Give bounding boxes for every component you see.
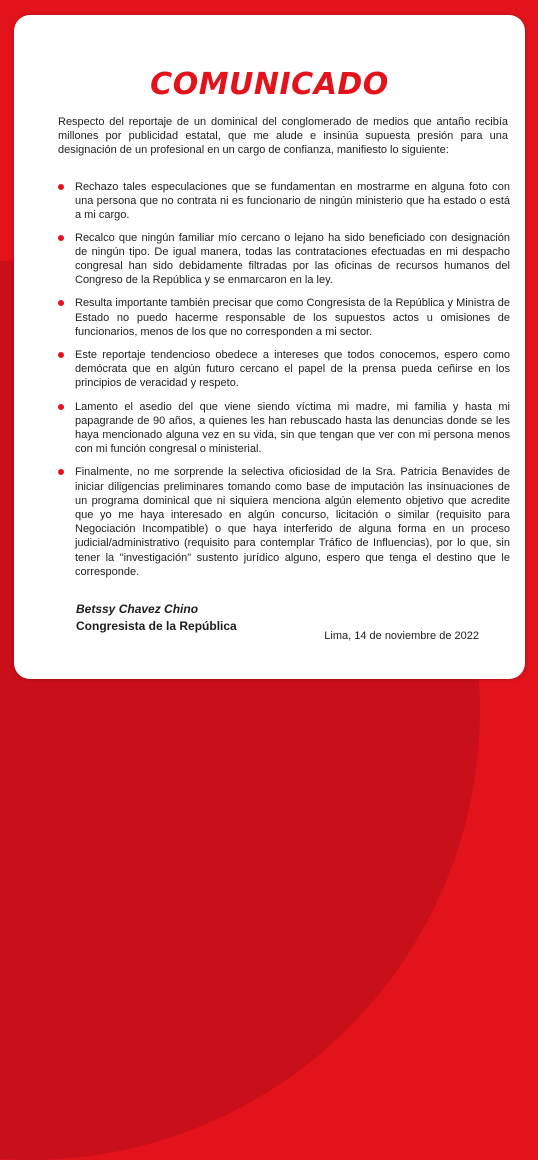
statement-point (58, 400, 510, 457)
document-title: COMUNICADO (150, 67, 389, 102)
statement-point (58, 465, 510, 579)
signature-role: Congresista de la República (76, 619, 237, 633)
statement-point-text: Lamento el asedio del que viene siendo víctima mi madre, mi familia y hasta mi papagrande de 90 años, a quienes les han rebuscado hasta las denuncias donde se les haya mencionado alguna vez en su vida, sin que tengan que ver con mi persona menos con mi función congresal o ministerial. (75, 400, 510, 456)
statement-point (58, 348, 510, 391)
statement-card (14, 15, 525, 679)
statement-point-text: Recalco que ningún familiar mío cercano o lejano ha sido beneficiado con designación de ningún tipo. De igual manera, todas las contrataciones efectuadas en mi despacho congresal han sido debidamente filtradas por las oficinas de recursos humanos del Congreso de la República y se enmarcaron en la ley. (75, 231, 510, 287)
statement-points (58, 180, 510, 579)
bullet-dot-icon (58, 300, 64, 306)
bullet-dot-icon (58, 184, 64, 190)
statement-point-text: Resulta importante también precisar que como Congresista de la República y Ministra de Estado no puedo hacerme responsable de los supuestos actos u omisiones de funcionarios, menos de los que no corresponden a mi sector. (75, 297, 510, 338)
bullet-dot-icon (58, 469, 64, 475)
signature-name: Betssy Chavez Chino (76, 602, 199, 616)
statement-point-text: Rechazo tales especulaciones que se fundamentan en mostrarme en alguna foto con una persona que no contrata ni es funcionario de ningún ministerio que ha estado o está a mi cargo. (75, 181, 510, 222)
statement-point-text: Finalmente, no me sorprende la selectiva oficiosidad de la Sra. Patricia Benavides de iniciar diligencias preliminares tomando como base de imputación las insinuaciones de un programa dominical que ni siquiera menciona algún elemento objetivo que acredite que yo me haya interesado en algún concurso, licitación o similar (requisito para Negociación Incompatible) o que haya interferido de alguna forma en un proceso judicial/administrativo (requisito para contemplar Tráfico de Influencias), por lo que, sin tener la "investigación" sustento jurídico alguno, espero que tenga el destino que le corresponde. (75, 466, 510, 578)
intro-paragraph: Respecto del reportaje de un dominical del conglomerado de medios que antaño recibía millones por publicidad estatal, que me alude e insinúa supuesta presión para una designación de un profesional en un cargo de confianza, manifiesto lo siguiente: (58, 116, 508, 157)
bullet-dot-icon (58, 404, 64, 410)
statement-point (58, 296, 510, 339)
statement-point (58, 180, 510, 223)
document-date: Lima, 14 de noviembre de 2022 (324, 630, 479, 642)
bullet-dot-icon (58, 235, 64, 241)
statement-point-text: Este reportaje tendencioso obedece a intereses que todos conocemos, espero como demócrata que en algún futuro cercano el papel de la prensa pueda ceñirse en los principios de veracidad y respeto. (75, 349, 510, 390)
statement-point (58, 231, 510, 288)
bullet-dot-icon (58, 352, 64, 358)
